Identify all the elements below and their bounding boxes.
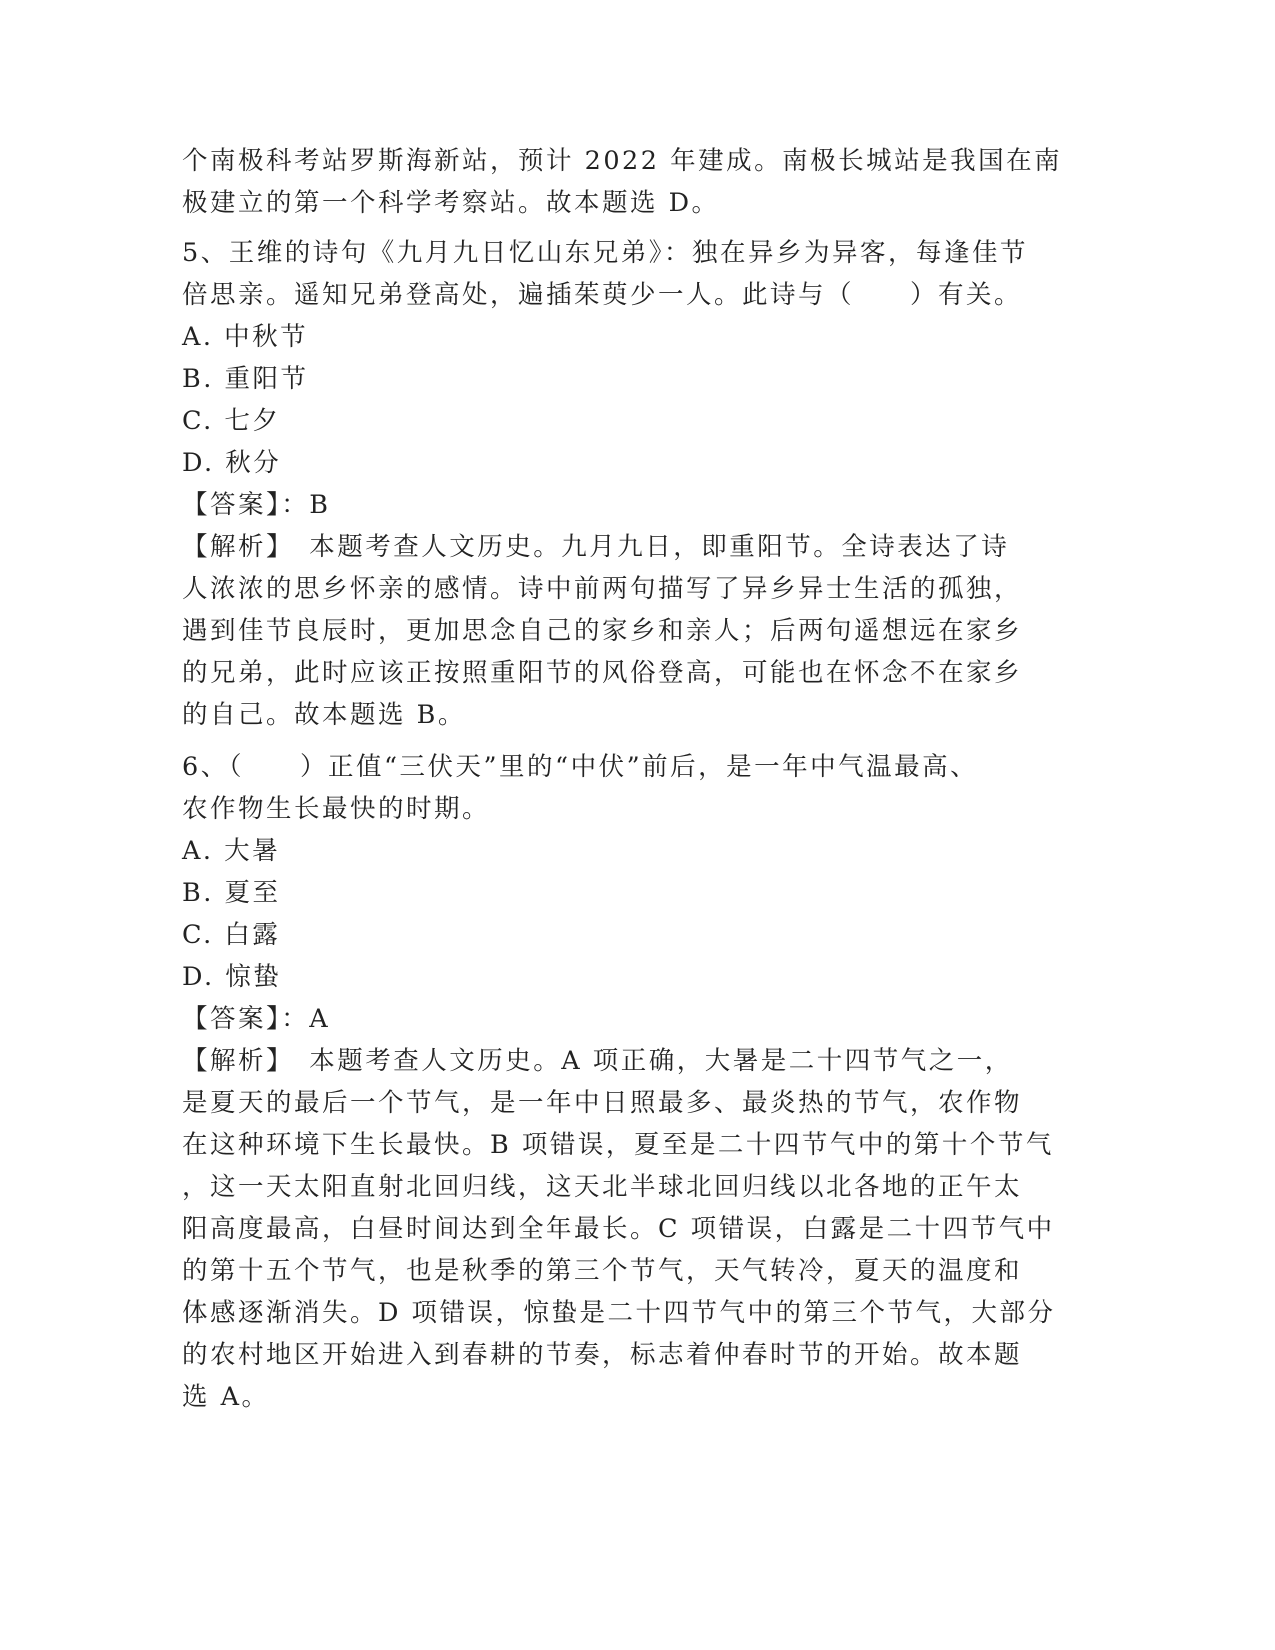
question-text: 5、王维的诗句《九月九日忆山东兄弟》：独在异乡为异客，每逢佳节 (182, 238, 1028, 268)
explanation-line: 的自己。故本题选 B。 (182, 700, 466, 730)
explanation-line: 阳高度最高，白昼时间达到全年最长。C 项错误，白露是二十四节气中 (182, 1214, 1055, 1244)
explanation-line: 在这种环境下生长最快。B 项错误，夏至是二十四节气中的第十个节气 (182, 1130, 1054, 1160)
explanation-line: 人浓浓的思乡怀亲的感情。诗中前两句描写了异乡异士生活的孤独， (182, 574, 1023, 604)
explanation-line: 的兄弟，此时应该正按照重阳节的风俗登高，可能也在怀念不在家乡 (182, 658, 1023, 688)
intro-paragraph (182, 140, 1062, 224)
explanation-line: ，这一天太阳直射北回归线，这天北半球北回归线以北各地的正午太 (182, 1172, 1023, 1202)
option-b: B. 重阳节 (182, 364, 309, 394)
explanation-line: 的第十五个节气，也是秋季的第三个节气，天气转冷，夏天的温度和 (182, 1256, 1023, 1286)
document-page (182, 140, 1062, 1418)
question-6 (182, 746, 1062, 1418)
explanation-line: 【解析】 本题考查人文历史。A 项正确，大暑是二十四节气之一， (182, 1046, 1013, 1076)
explanation-line: 选 A。 (182, 1382, 270, 1412)
question-text: 农作物生长最快的时期。 (182, 794, 491, 824)
question-text: 6、（ ）正值“三伏天”里的“中伏”前后，是一年中气温最高、 (182, 752, 979, 782)
answer: 【答案】：B (182, 490, 331, 520)
explanation-line: 遇到佳节良辰时，更加思念自己的家乡和亲人；后两句遥想远在家乡 (182, 616, 1023, 646)
option-c: C. 白露 (182, 920, 281, 950)
explanation-line: 的农村地区开始进入到春耕的节奏，标志着仲春时节的开始。故本题 (182, 1340, 1023, 1370)
question-text: 倍思亲。遥知兄弟登高处，遍插茱萸少一人。此诗与（ ）有关。 (182, 280, 1023, 310)
option-d: D. 秋分 (182, 448, 282, 478)
question-5 (182, 232, 1062, 736)
answer: 【答案】：A (182, 1004, 331, 1034)
option-c: C. 七夕 (182, 406, 281, 436)
explanation-line: 体感逐渐消失。D 项错误，惊蛰是二十四节气中的第三个节气，大部分 (182, 1298, 1056, 1328)
explanation-line: 【解析】 本题考查人文历史。九月九日，即重阳节。全诗表达了诗 (182, 532, 1010, 562)
option-a: A. 大暑 (182, 836, 281, 866)
text-line: 极建立的第一个科学考察站。故本题选 D。 (182, 188, 720, 218)
option-b: B. 夏至 (182, 878, 281, 908)
option-d: D. 惊蛰 (182, 962, 282, 992)
explanation-line: 是夏天的最后一个节气，是一年中日照最多、最炎热的节气，农作物 (182, 1088, 1023, 1118)
text-line: 个南极科考站罗斯海新站，预计 2022 年建成。南极长城站是我国在南 (182, 146, 1063, 176)
option-a: A. 中秋节 (182, 322, 309, 352)
